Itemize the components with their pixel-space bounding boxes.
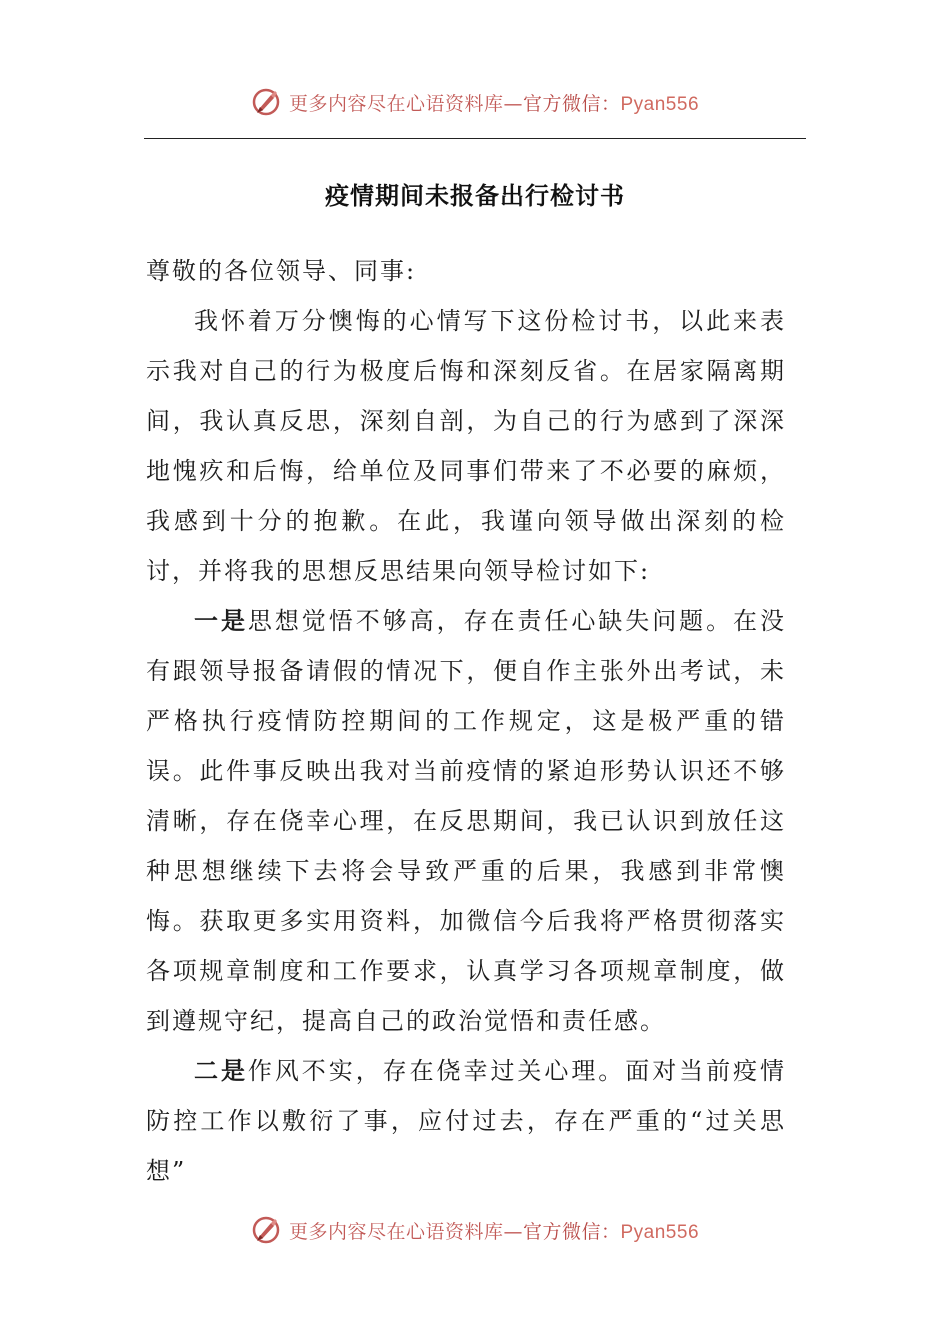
point-one-label: 一是 bbox=[194, 606, 248, 635]
footer-banner-text bbox=[289, 1217, 699, 1244]
footer-dash: — bbox=[503, 1220, 523, 1243]
intro-paragraph: 我怀着万分懊悔的心情写下这份检讨书，以此来表示我对自己的行为极度后悔和深刻反省。在居家隔离期间，我认真反思，深刻自剖，为自己的行为感到了深深地愧疚和后悔，给单位及同事们带来了不必要的麻烦，我感到十分的抱歉。在此，我谨向领导做出深刻的检讨，并将我的思想反思结果向领导检讨如下: bbox=[146, 307, 786, 585]
header-wechat-label: 官方微信： bbox=[522, 92, 621, 115]
header-divider bbox=[144, 138, 806, 139]
point-one-paragraph bbox=[146, 596, 786, 1046]
footer-site-text: 更多内容尽在心语资料库 bbox=[288, 1220, 504, 1243]
point-one-text: 思想觉悟不够高，存在责任心缺失问题。在没有跟领导报备请假的情况下，便自作主张外出考试，未严格执行疫情防控期间的工作规定，这是极严重的错误。此件事反映出我对当前疫情的紧迫形势认识还不够清晰，存在侥幸心理，在反思期间，我已认识到放任这种思想继续下去将会导致严重的后果，我感到非常懊悔。获取更多实用资料，加微信今后我将严格贯彻落实各项规章制度和工作要求，认真学习各项规章制度，做到遵规守纪，提高自己的政治觉悟和责任感。 bbox=[146, 607, 786, 1035]
header-banner-text bbox=[289, 89, 699, 116]
footer-banner bbox=[0, 1208, 950, 1252]
header-dash: — bbox=[503, 92, 523, 115]
header-wechat-id: Pyan556 bbox=[620, 93, 700, 115]
point-two-text: 作风不实，存在侥幸过关心理。面对当前疫情防控工作以敷衍了事，应付过去，存在严重的“过关思想” bbox=[146, 1057, 786, 1185]
footer-wechat-label: 官方微信： bbox=[522, 1220, 621, 1243]
header-site-text: 更多内容尽在心语资料库 bbox=[288, 92, 504, 115]
footer-wechat-id: Pyan556 bbox=[620, 1221, 700, 1243]
point-two-paragraph bbox=[146, 1046, 786, 1196]
pen-circle-logo-icon bbox=[251, 87, 281, 117]
pen-circle-logo-icon bbox=[251, 1215, 281, 1245]
point-two-label: 二是 bbox=[194, 1056, 248, 1085]
salutation: 尊敬的各位领导、同事: bbox=[146, 257, 417, 285]
header-banner bbox=[0, 80, 950, 124]
document-title: 疫情期间未报备出行检讨书 bbox=[325, 181, 625, 210]
document-body bbox=[146, 246, 786, 1196]
